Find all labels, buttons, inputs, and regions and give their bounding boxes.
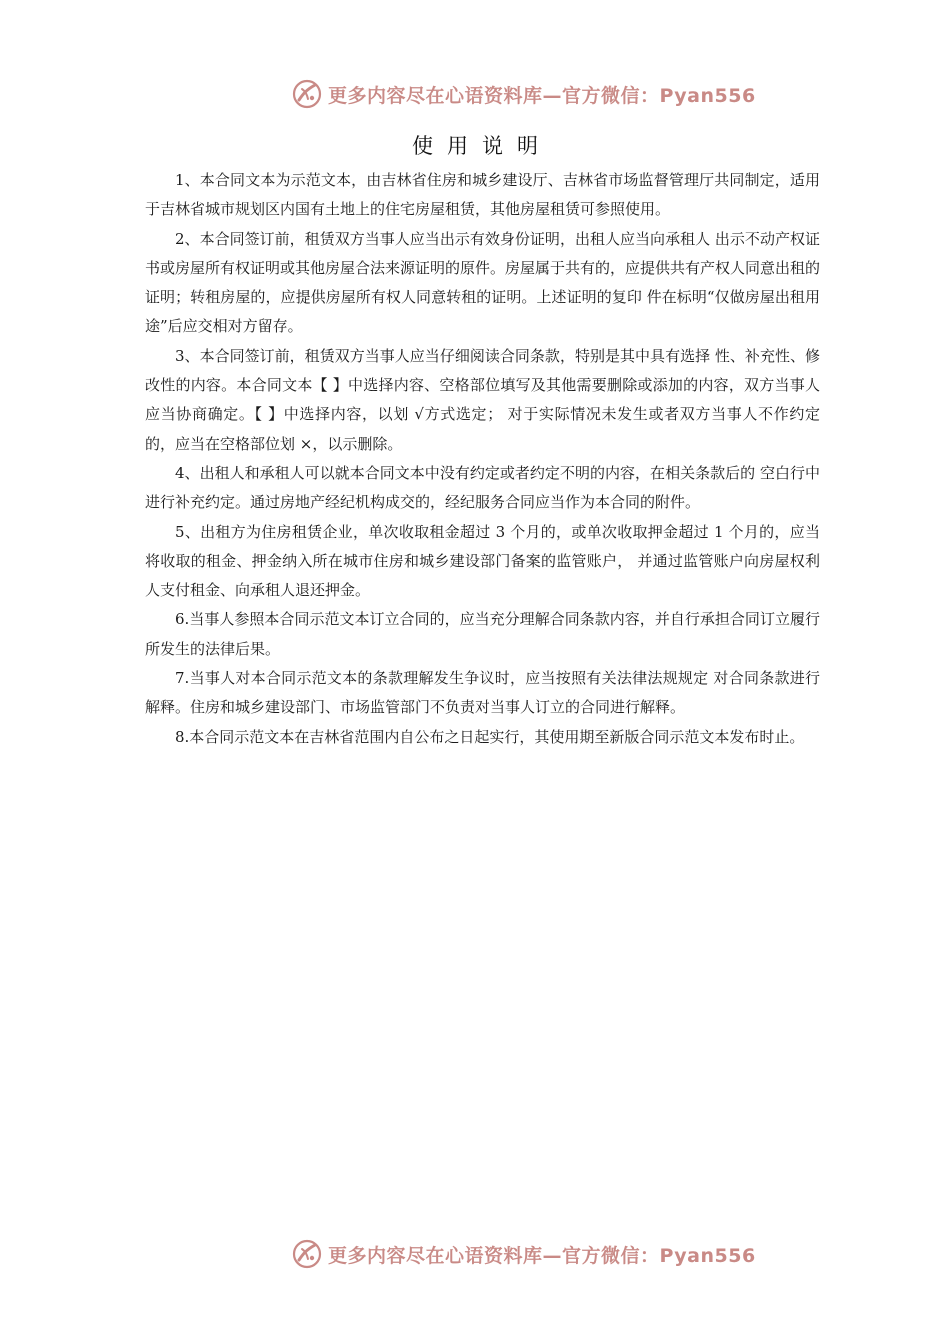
instruction-paragraph-8: 8.本合同示范文本在吉林省范围内自公布之日起实行，其使用期至新版合同示范文本发布时止。 [175,727,805,746]
instruction-paragraph-5: 5、出租方为住房租赁企业，单次收取租金超过 3 个月的，或单次收取押金超过 1 个月的，应当将收取的租金、押金纳入所在城市住房和城乡建设部门备案的监管账户， 并通过监管账户向房屋权利人支付租金、向承租人退还押金。 [145,522,820,600]
header-watermark-banner [290,74,756,114]
seal-logo-icon [290,1237,324,1271]
instruction-paragraph-1: 1、本合同文本为示范文本，由吉林省住房和城乡建设厅、吉林省市场监督管理厅共同制定，适用于吉林省城市规划区内国有土地上的住宅房屋租赁，其他房屋租赁可参照使用。 [145,171,820,219]
seal-logo-icon [290,77,324,111]
watermark-text: 更多内容尽在心语资料库—官方微信：Pyan556 [328,84,756,107]
document-body [145,166,820,752]
instruction-paragraph-7: 7.当事人对本合同示范文本的条款理解发生争议时，应当按照有关法律法规规定 对合同条款进行解释。住房和城乡建设部门、市场监管部门不负责对当事人订立的合同进行解释。 [145,669,820,717]
instruction-paragraph-2: 2、本合同签订前，租赁双方当事人应当出示有效身份证明，出租人应当向承租人 出示不动产权证书或房屋所有权证明或其他房屋合法来源证明的原件。房屋属于共有的，应提供共有产权人同意出租的证明；转租房屋的，应提供房屋所有权人同意转租的证明。上述证明的复印 件在标明“仅做房屋出租用途”后应交相对方留存。 [145,229,821,336]
watermark-text: 更多内容尽在心语资料库—官方微信：Pyan556 [328,1244,756,1267]
instruction-paragraph-4: 4、出租人和承租人可以就本合同文本中没有约定或者约定不明的内容，在相关条款后的 空白行中进行补充约定。通过房地产经纪机构成交的，经纪服务合同应当作为本合同的附件。 [145,463,820,512]
footer-watermark-banner [290,1234,756,1274]
document-title: 使用说明 [412,134,552,158]
instruction-paragraph-6: 6.当事人参照本合同示范文本订立合同的，应当充分理解合同条款内容，并自行承担合同订立履行所发生的法律后果。 [145,610,820,658]
instruction-paragraph-3: 3、本合同签订前，租赁双方当事人应当仔细阅读合同条款，特别是其中具有选择 性、补充性、修改性的内容。本合同文本【 】中选择内容、空格部位填写及其他需要删除或添加的内容，双方当事人应当协商确定。【 】中选择内容，以划 √方式选定； 对于实际情况未发生或者双方当事人不作约定的，应当在空格部位划 ×，以示删除。 [145,346,820,453]
